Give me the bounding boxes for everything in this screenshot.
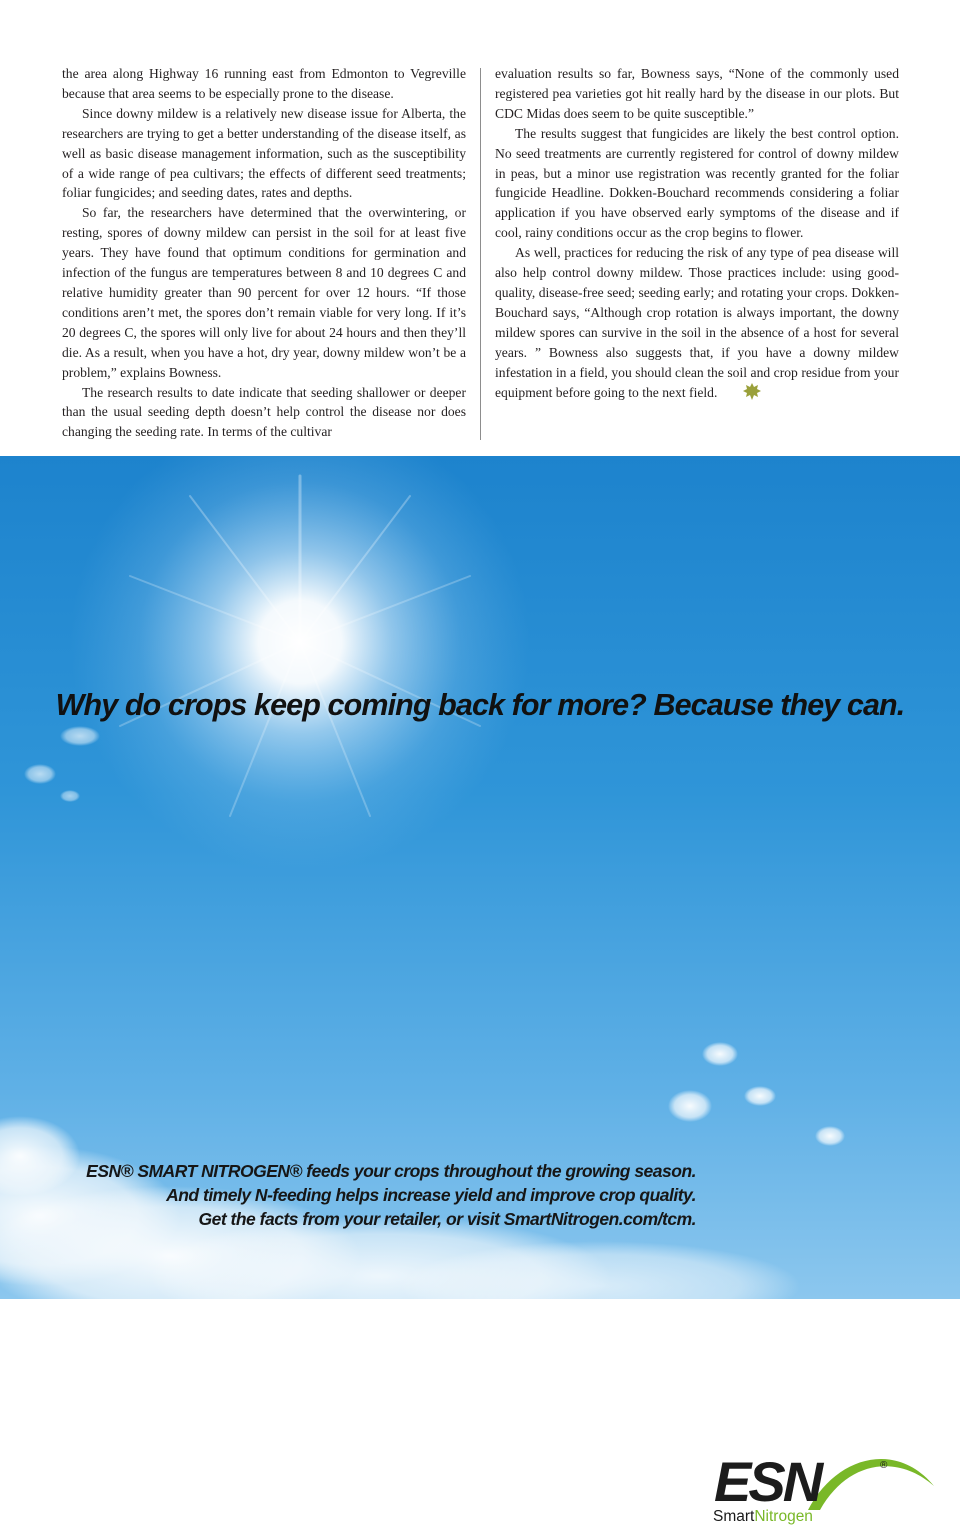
paragraph: the area along Highway 16 running east from Edmonton to Vegreville because that area seems to be especially prone to the disease. xyxy=(62,66,466,101)
sun xyxy=(70,456,530,872)
article-left-column xyxy=(62,64,466,442)
logo-swoosh-icon xyxy=(806,1446,936,1516)
logo-tagline xyxy=(713,1508,813,1526)
paragraph: So far, the researchers have determined that the overwintering, or resting, spores of downy mildew can persist in the soil for at least five years. They have found that optimum conditions for germination and infection of the fungus are temperatures between 8 and 10 degrees C and relative humidity greater than 90 percent for over 12 hours. “If those conditions aren’t met, the spores don’t remain viable for very long. If it’s 20 degrees C, the spores will only live for about 24 hours and then they’ll die. As a result, when you have a hot, dry year, downy mildew won’t be a problem,” explains Bowness. xyxy=(62,205,466,380)
ad-body-line: Get the facts from your retailer, or visit SmartNitrogen.com/tcm. xyxy=(198,1209,696,1229)
logo-tag-smart: Smart xyxy=(713,1508,755,1525)
ad-body-copy xyxy=(86,1159,696,1231)
ad-body-line: ESN® SMART NITROGEN® feeds your crops throughout the growing season. xyxy=(86,1161,696,1181)
article-right-column xyxy=(495,64,899,405)
paragraph xyxy=(495,243,899,405)
column-divider xyxy=(480,68,481,440)
logo-registered-mark: ® xyxy=(880,1460,888,1471)
article-section xyxy=(0,0,960,456)
ad-body-line: And timely N-feeding helps increase yield and improve crop quality. xyxy=(166,1185,696,1205)
advertisement xyxy=(0,456,960,1299)
paragraph: evaluation results so far, Bowness says, “None of the commonly used registered pea varieties got hit really hard by the disease in our plots. But CDC Midas does seem to be quite susceptible.” xyxy=(495,66,899,121)
esn-logo xyxy=(710,1446,940,1526)
paragraph: The research results to date indicate that seeding shallower or deeper than the usual seeding depth doesn’t help control the disease nor does changing the seeding rate. In terms of the cultivar xyxy=(62,384,466,440)
paragraph: Since downy mildew is a relatively new disease issue for Alberta, the researchers are trying to get a better understanding of the disease itself, as well as basic disease management information, such as the susceptibility of a wide range of pea cultivars; the effects of different seed treatments; foliar fungicides; and seeding dates, rates and depths. xyxy=(62,105,466,201)
leaf-end-mark-icon xyxy=(723,383,761,406)
paragraph: The results suggest that fungicides are likely the best control option. No seed treatments are currently registered for control of downy mildew in peas, but a minor use registration was recently granted for the foliar fungicide Headline. Dokken-Bouchard recommends considering a foliar application if you have observed early symptoms of the disease and if cool, rainy conditions occur as the crop begins to flower. xyxy=(495,125,899,241)
logo-tag-nitrogen: Nitrogen xyxy=(754,1508,813,1525)
logo-wordmark: ESN xyxy=(714,1450,821,1513)
paragraph-text: As well, practices for reducing the risk of any type of pea disease will also help control downy mildew. Those practices include: using good-quality, disease-free seed; seeding early; and rotating your crops. Dokken-Bouchard says, “Although crop rotation is always important, the downy mildew spores can survive in the soil in the absence of a host for several years. ” Bowness also suggests that, if you have a downy mildew infestation in a field, you should clean the soil and crop residue from your equipment before going to the next field. xyxy=(495,245,899,400)
ad-headline: Why do crops keep coming back for more? Because they can. xyxy=(55,688,905,722)
